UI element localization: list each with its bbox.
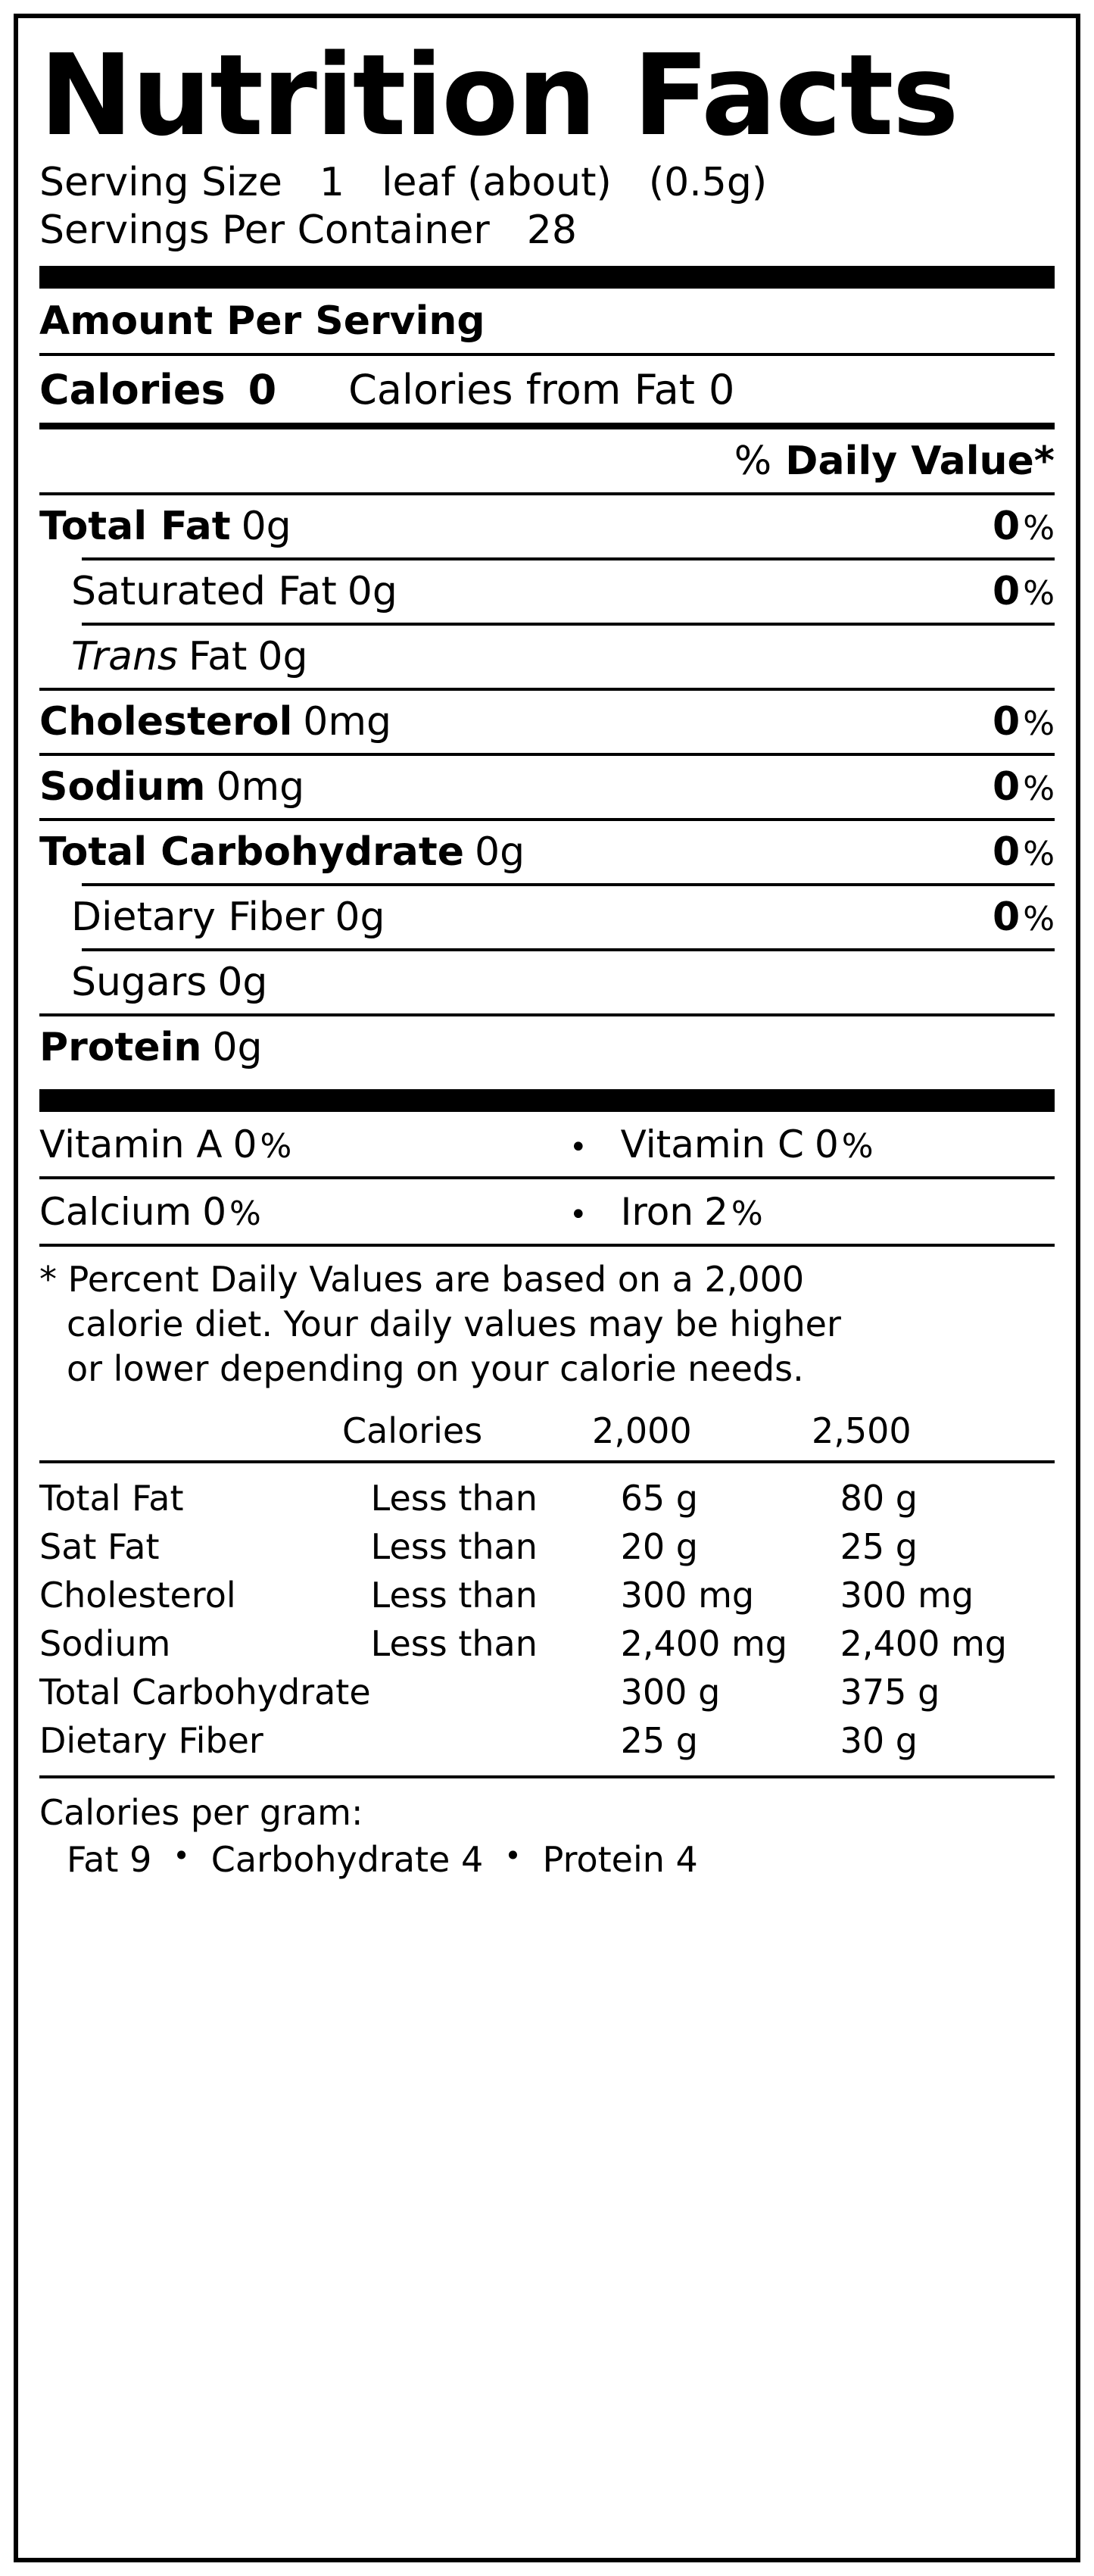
table-cell-name: Cholesterol <box>39 1574 236 1616</box>
nutrient-name: Saturated Fat <box>71 568 337 614</box>
nutrient-dv-pct: % <box>1023 769 1055 808</box>
daily-value-header <box>39 429 1055 492</box>
table-header-calories: Calories <box>342 1410 483 1451</box>
nutrient-row-dietary-fiber <box>39 886 1055 948</box>
vitamin-pct: % <box>841 1126 874 1166</box>
table-cell-2500: 375 g <box>840 1671 940 1713</box>
calories-row <box>39 356 1055 423</box>
divider-table-header <box>39 1460 1055 1463</box>
nutrient-dv-pct: % <box>1023 508 1055 548</box>
nutrient-row-total-carbohydrate <box>39 821 1055 883</box>
footnote-line-2: calorie diet. Your daily values may be higher <box>67 1303 841 1344</box>
nutrient-row-protein <box>39 1016 1055 1079</box>
footnote-line-3: or lower depending on your calorie needs. <box>67 1347 804 1389</box>
serving-size-line <box>39 159 1055 207</box>
nutrient-amount: 0mg <box>216 763 305 810</box>
table-cell-2000: 300 mg <box>620 1574 755 1616</box>
daily-value-pct-sign: % <box>734 438 772 484</box>
calories-from-fat-label: Calories from Fat <box>348 365 695 414</box>
daily-values-table <box>39 1407 1055 1460</box>
table-row <box>39 1619 1055 1668</box>
table-cell-name: Sat Fat <box>39 1525 160 1567</box>
nutrient-dv: 0 <box>993 503 1021 549</box>
nutrient-dv: 0 <box>993 829 1021 875</box>
cpg-fat: Fat 9 <box>67 1838 152 1880</box>
nutrient-name: Protein <box>39 1024 202 1070</box>
table-header-2500: 2,500 <box>812 1410 912 1451</box>
table-cell-2500: 25 g <box>840 1525 918 1567</box>
serving-size-value: 1 <box>319 160 344 205</box>
nutrient-name-fat: Fat <box>189 633 248 679</box>
table-cell-2500: 80 g <box>840 1477 918 1519</box>
nutrient-name: Sodium <box>39 763 206 810</box>
calories-from-fat-value: 0 <box>708 365 735 414</box>
servings-per-container-line <box>39 207 1055 254</box>
daily-values-table-body <box>39 1474 1055 1765</box>
vitamin-pct: % <box>260 1126 292 1166</box>
table-row <box>39 1571 1055 1619</box>
servings-per-container-value: 28 <box>526 208 577 254</box>
divider-calories <box>39 423 1055 429</box>
nutrient-amount: 0g <box>212 1024 263 1070</box>
vitamin-name: Calcium <box>39 1189 192 1234</box>
table-cell-2000: 25 g <box>620 1719 698 1761</box>
vitamin-name: Iron <box>620 1189 694 1234</box>
nutrient-row-sodium <box>39 756 1055 818</box>
footnote <box>39 1247 1055 1396</box>
nutrient-amount: 0g <box>347 568 397 614</box>
nutrient-name: Total Fat <box>39 503 231 549</box>
nutrient-dv: 0 <box>993 568 1021 614</box>
table-cell-2000: 65 g <box>620 1477 698 1519</box>
footnote-line-1: * Percent Daily Values are based on a 2,000 <box>39 1258 805 1300</box>
nutrient-amount: 0g <box>217 959 268 1005</box>
nutrient-dv: 0 <box>993 763 1021 810</box>
bullet-icon: • <box>569 1129 588 1165</box>
table-cell-name: Dietary Fiber <box>39 1719 263 1761</box>
daily-value-text: Daily Value* <box>785 438 1055 484</box>
table-cell-lessthan <box>371 1668 621 1716</box>
cpg-protein: Protein 4 <box>542 1838 698 1880</box>
table-cell-2000: 300 g <box>620 1671 721 1713</box>
bullet-icon: • <box>173 1838 190 1872</box>
serving-size-weight: (0.5g) <box>648 160 768 205</box>
table-cell-lessthan: Less than <box>370 1525 538 1567</box>
nutrient-name: Total Carbohydrate <box>39 829 465 875</box>
nutrient-row-trans-fat <box>39 626 1055 688</box>
vitamin-name: Vitamin C <box>620 1122 804 1166</box>
calories-label: Calories <box>39 365 226 414</box>
nutrient-amount: 0g <box>335 894 385 940</box>
nutrition-facts-label <box>14 14 1080 2562</box>
vitamin-name: Vitamin A <box>39 1122 223 1166</box>
vitamin-value: 0 <box>814 1122 839 1166</box>
table-cell-lessthan: Less than <box>370 1477 538 1519</box>
vitamin-value: 0 <box>202 1189 227 1234</box>
nutrient-name: Sugars <box>71 959 207 1005</box>
nutrient-dv: 0 <box>993 894 1021 940</box>
table-cell-2500: 30 g <box>840 1719 918 1761</box>
bullet-icon: • <box>504 1838 522 1872</box>
nutrient-dv-pct: % <box>1023 899 1055 938</box>
table-row <box>39 1522 1055 1571</box>
vitamin-row-a-c <box>39 1112 1055 1176</box>
serving-size-desc: leaf (about) <box>382 160 612 205</box>
page-title: Nutrition Facts <box>39 30 958 161</box>
nutrient-name: Cholesterol <box>39 698 293 745</box>
nutrient-dv-pct: % <box>1023 834 1055 873</box>
nutrient-amount: 0g <box>241 503 291 549</box>
calories-per-gram-label: Calories per gram: <box>39 1791 363 1833</box>
nutrient-dv-pct: % <box>1023 704 1055 743</box>
nutrient-dv-pct: % <box>1023 573 1055 613</box>
nutrient-amount: 0g <box>475 829 525 875</box>
amount-per-serving: Amount Per Serving <box>39 298 485 344</box>
nutrient-amount: 0g <box>257 633 308 679</box>
bullet-icon: • <box>569 1197 588 1232</box>
nutrient-dv: 0 <box>993 698 1021 745</box>
nutrient-row-total-fat <box>39 495 1055 557</box>
divider-thick-vitamins <box>39 1089 1055 1112</box>
table-row <box>39 1716 1055 1765</box>
table-cell-lessthan <box>371 1716 621 1765</box>
table-cell-2000: 2,400 mg <box>620 1622 787 1664</box>
table-header-row <box>39 1407 1055 1460</box>
table-header-2000: 2,000 <box>592 1410 692 1451</box>
vitamin-value: 0 <box>232 1122 257 1166</box>
vitamin-row-calcium-iron <box>39 1179 1055 1244</box>
table-cell-2500: 300 mg <box>840 1574 974 1616</box>
table-row <box>39 1474 1055 1522</box>
table-cell-name: Total Carbohydrate <box>39 1671 371 1713</box>
nutrient-row-saturated-fat <box>39 560 1055 623</box>
vitamin-pct: % <box>731 1194 763 1233</box>
table-row <box>39 1668 1055 1716</box>
nutrient-name: Dietary Fiber <box>71 894 325 940</box>
calories-per-gram-values <box>39 1833 1055 1880</box>
table-cell-lessthan: Less than <box>370 1622 538 1664</box>
table-cell-lessthan: Less than <box>370 1574 538 1616</box>
vitamin-pct: % <box>229 1194 261 1233</box>
table-header-blank <box>39 1407 342 1460</box>
servings-per-container-label: Servings Per Container <box>39 208 490 254</box>
vitamin-value: 2 <box>704 1189 728 1234</box>
nutrient-row-cholesterol <box>39 691 1055 753</box>
table-cell-2500: 2,400 mg <box>840 1622 1007 1664</box>
nutrient-row-sugars <box>39 951 1055 1013</box>
divider-thick-top <box>39 266 1055 289</box>
nutrient-amount: 0mg <box>303 698 392 745</box>
table-cell-name: Sodium <box>39 1622 171 1664</box>
nutrient-name-trans: Trans <box>71 633 179 679</box>
cpg-carbohydrate: Carbohydrate 4 <box>210 1838 484 1880</box>
calories-value: 0 <box>248 365 277 414</box>
serving-size-label: Serving Size <box>39 160 282 205</box>
table-cell-name: Total Fat <box>39 1477 184 1519</box>
table-cell-2000: 20 g <box>620 1525 698 1567</box>
